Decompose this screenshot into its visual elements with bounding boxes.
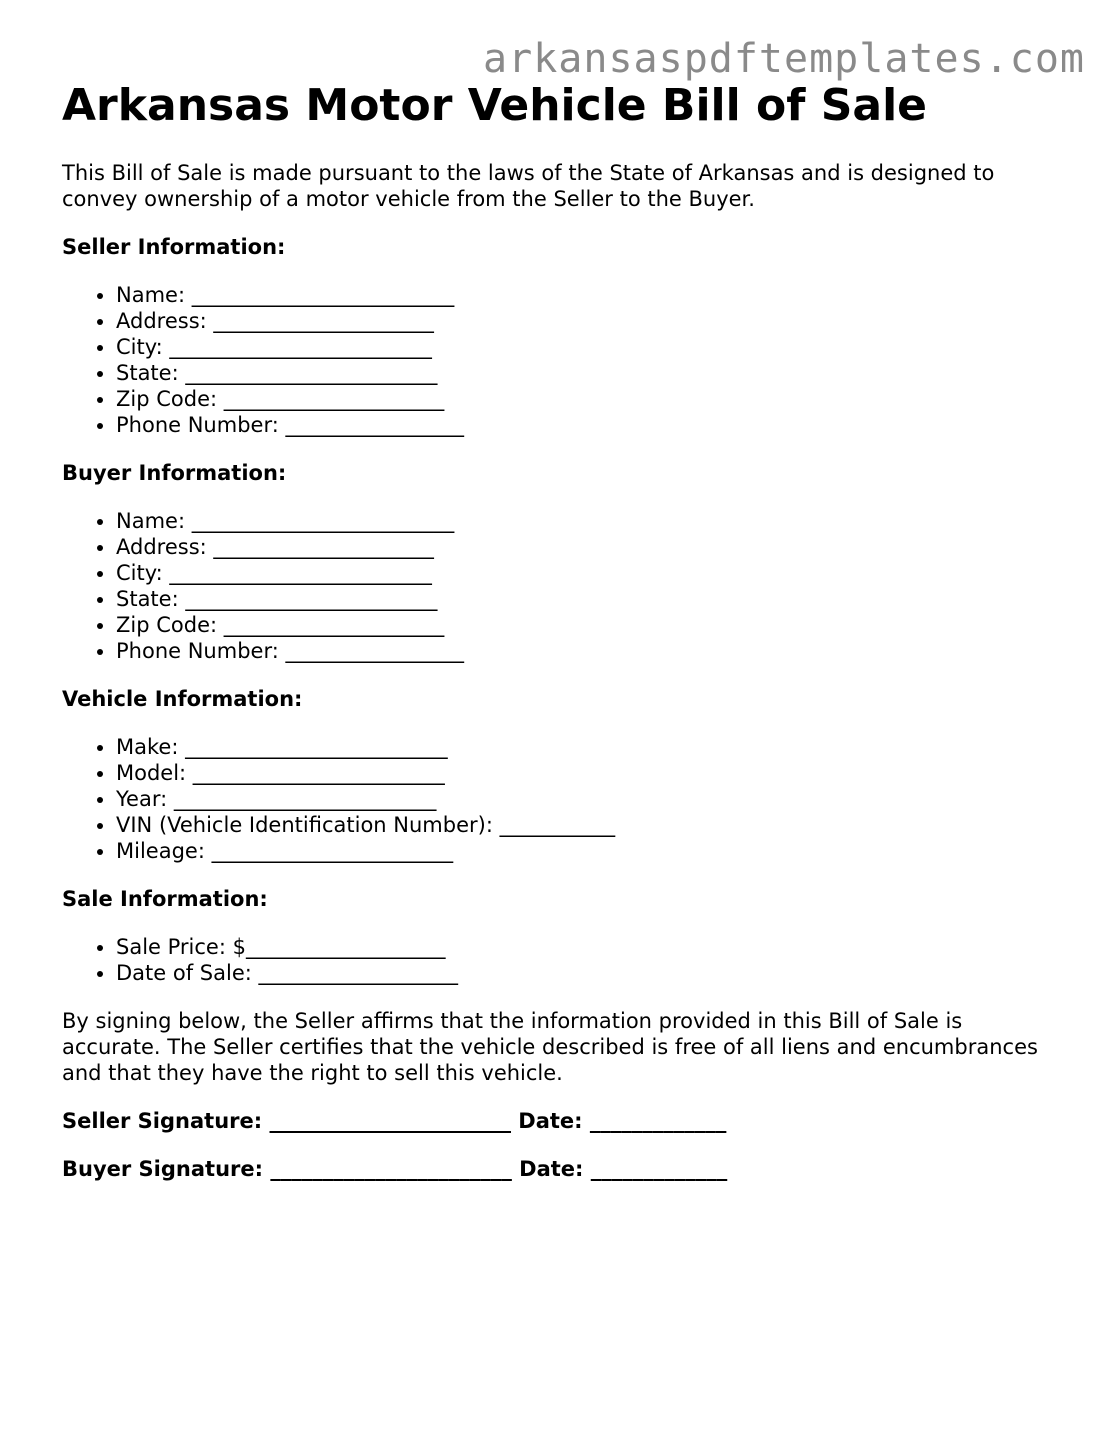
seller-phone-field[interactable]: • Phone Number: _________________ <box>116 412 1052 438</box>
buyer-name-field[interactable]: • Name: _________________________ <box>116 508 1052 534</box>
watermark-text: arkansaspdftemplates.com <box>483 36 1085 82</box>
vehicle-make-field[interactable]: • Make: _________________________ <box>116 734 1052 760</box>
sale-date-field[interactable]: • Date of Sale: ___________________ <box>116 960 1052 986</box>
sale-section-heading: Sale Information: <box>62 887 268 911</box>
buyer-zip-field[interactable]: • Zip Code: _____________________ <box>116 612 1052 638</box>
seller-zip-field[interactable]: • Zip Code: _____________________ <box>116 386 1052 412</box>
vehicle-section-heading: Vehicle Information: <box>62 687 303 711</box>
buyer-signature-line[interactable]: Buyer Signature: _______________________ Date: _____________ <box>62 1157 728 1181</box>
seller-name-field[interactable]: • Name: _________________________ <box>116 282 1052 308</box>
buyer-phone-field[interactable]: • Phone Number: _________________ <box>116 638 1052 664</box>
sale-price-field[interactable]: • Sale Price: $___________________ <box>116 934 1052 960</box>
seller-city-field[interactable]: • City: _________________________ <box>116 334 1052 360</box>
seller-signature-line[interactable]: Seller Signature: _______________________ Date: _____________ <box>62 1109 727 1133</box>
vehicle-fields-list <box>62 734 1052 864</box>
buyer-city-field[interactable]: • City: _________________________ <box>116 560 1052 586</box>
seller-address-field[interactable]: • Address: _____________________ <box>116 308 1052 334</box>
buyer-state-field[interactable]: • State: ________________________ <box>116 586 1052 612</box>
vehicle-model-field[interactable]: • Model: ________________________ <box>116 760 1052 786</box>
vehicle-year-field[interactable]: • Year: _________________________ <box>116 786 1052 812</box>
buyer-address-field[interactable]: • Address: _____________________ <box>116 534 1052 560</box>
sale-fields-list <box>62 934 1052 986</box>
affirmation-paragraph: By signing below, the Seller affirms that the information provided in this Bill of Sale is accurate. The Seller certifies that the vehicle described is free of all liens and encumbrances and that they have the right to sell this vehicle. <box>62 1009 1038 1085</box>
vehicle-mileage-field[interactable]: • Mileage: _______________________ <box>116 838 1052 864</box>
vehicle-vin-field[interactable]: • VIN (Vehicle Identification Number): ___________ <box>116 812 1052 838</box>
seller-fields-list <box>62 282 1052 438</box>
intro-paragraph: This Bill of Sale is made pursuant to the laws of the State of Arkansas and is designed to convey ownership of a motor vehicle from the Seller to the Buyer. <box>62 161 995 211</box>
document-page <box>62 78 1052 1182</box>
buyer-section-heading: Buyer Information: <box>62 461 287 485</box>
seller-state-field[interactable]: • State: ________________________ <box>116 360 1052 386</box>
document-title: Arkansas Motor Vehicle Bill of Sale <box>62 80 928 131</box>
buyer-fields-list <box>62 508 1052 664</box>
seller-section-heading: Seller Information: <box>62 235 286 259</box>
